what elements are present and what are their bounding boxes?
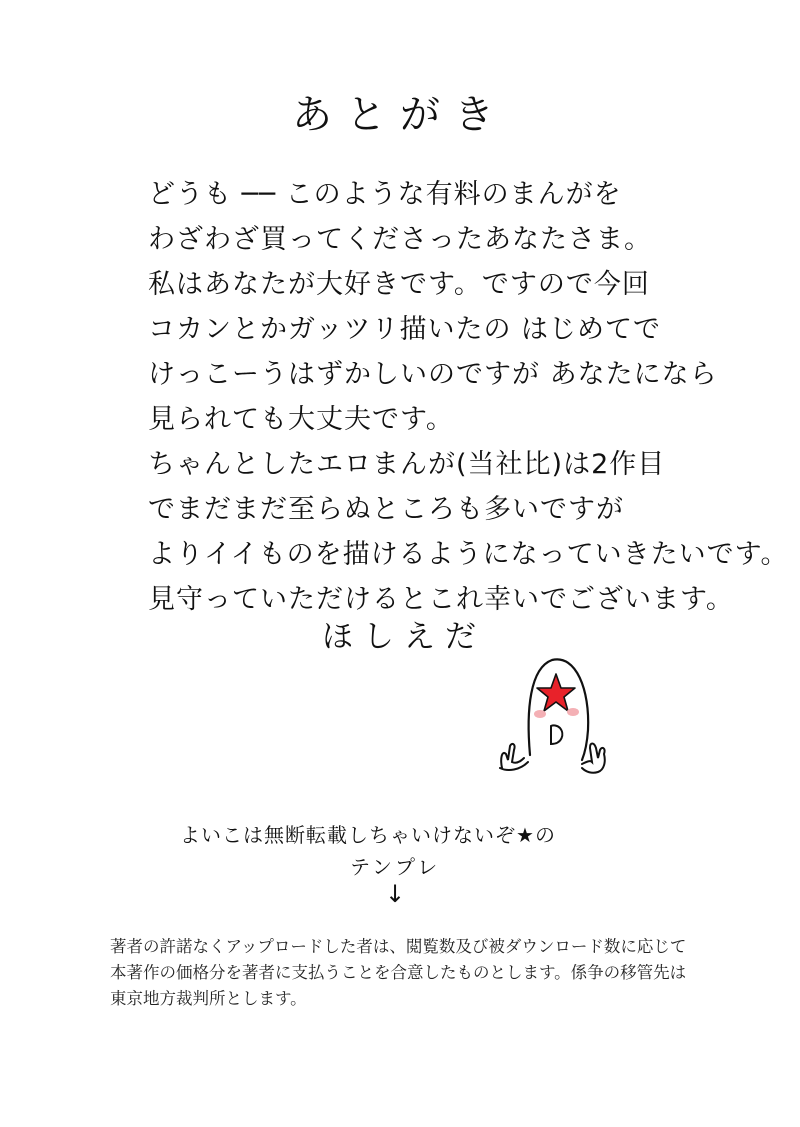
right-cheek	[567, 708, 579, 716]
left-hand	[501, 744, 524, 768]
legal-line: 東京地方裁判所とします。	[110, 989, 307, 1008]
mascot-mouth	[551, 725, 562, 744]
legal-line: 本著作の価格分を著者に支払うことを合意したものとします。係争の移管先は	[110, 963, 687, 982]
mascot-illustration	[490, 650, 620, 780]
message-line: でまだまだ至らぬところも多いですが	[148, 494, 624, 525]
afterword-message	[148, 172, 789, 622]
message-line: コカンとかガッツリ描いたの はじめてで	[148, 314, 662, 345]
notice-line-1-suffix: の	[534, 823, 556, 847]
message-line: 見守っていただけるとこれ幸いでございます。	[148, 584, 734, 615]
legal-notice	[110, 934, 710, 1012]
arrow-down-icon: ↓	[385, 880, 406, 908]
message-line: けっこーうはずかしいのですが あなたになら	[148, 359, 718, 390]
message-line: わざわざ買ってくださったあなたさま。	[148, 224, 652, 255]
author-signature: ほしえだ	[322, 619, 486, 655]
legal-line: 著者の許諾なくアップロードした者は、閲覧数及び被ダウンロード数に応じて	[110, 937, 687, 956]
message-line: よりイイものを描けるようになっていきたいです。	[148, 539, 789, 570]
message-line: 私はあなたが大好きです。ですので今回	[148, 269, 650, 300]
notice-text	[180, 825, 556, 845]
left-cheek	[534, 710, 546, 718]
mascot-body	[529, 659, 589, 760]
message-line: 見られても大丈夫です。	[148, 404, 454, 435]
star-icon: ★	[516, 823, 535, 847]
notice-line-2: テンプレ	[350, 855, 441, 879]
notice-line-1: よいこは無断転載しちゃいけないぞ	[180, 823, 516, 847]
message-line: ちゃんとしたエロまんが(当社比)は2作目	[148, 449, 666, 480]
message-line: どうも ── このような有料のまんがを	[148, 179, 622, 210]
page-title: あとがき	[292, 92, 508, 138]
